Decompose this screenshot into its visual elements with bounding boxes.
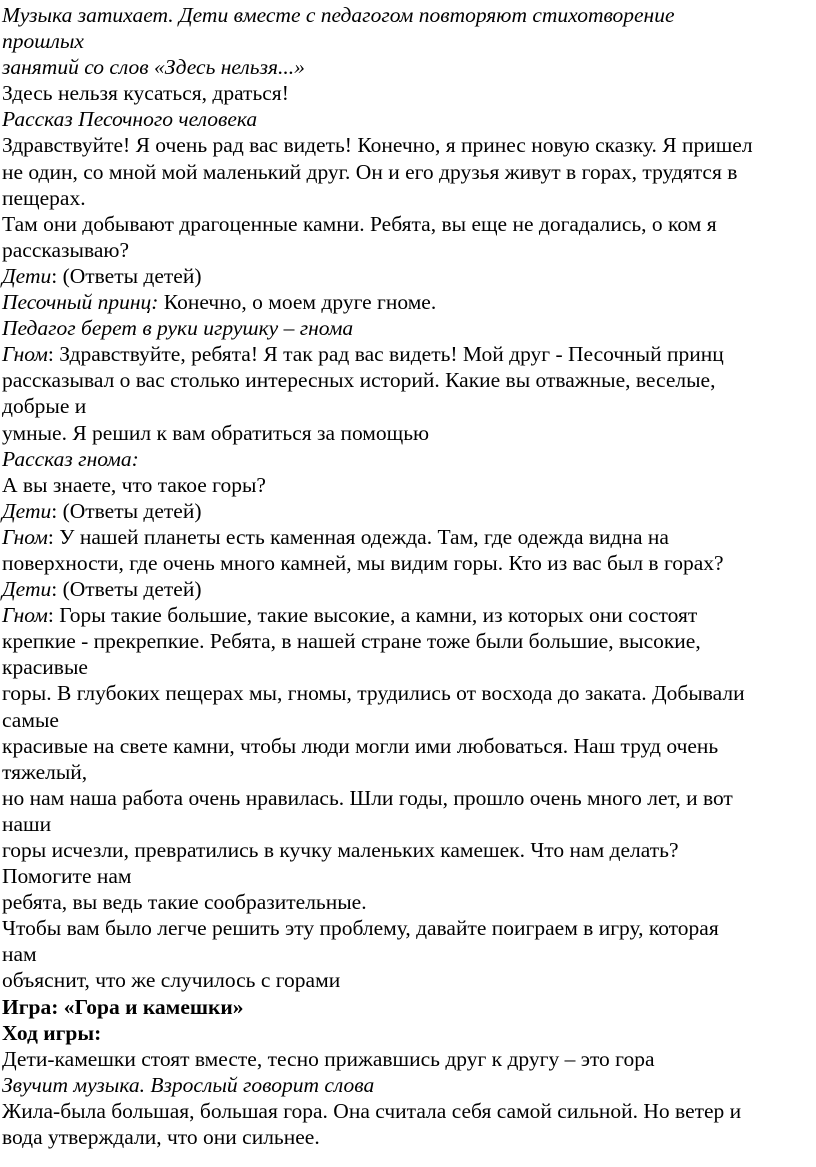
- speaker-label: Гном: [2, 524, 48, 549]
- gnome-greeting-line: умные. Я решил к вам обратиться за помощью: [2, 420, 430, 445]
- gnome-reply-line: нам: [2, 942, 37, 967]
- sandman-heading: Рассказ Песочного человека: [2, 107, 258, 132]
- gnome-reply-line: [2, 524, 812, 550]
- intro-line: Музыка затихает. Дети вместе с педагогом повторяют стихотворение: [2, 3, 675, 27]
- speaker-text: : Здравствуйте, ребята! Я так рад вас видеть! Мой друг - Песочный принц: [47, 342, 724, 367]
- children-answer: [2, 263, 812, 289]
- speaker-text: : Горы такие большие, такие высокие, а камни, из которых они состоят: [47, 603, 698, 628]
- gnome-reply-line: красивые: [2, 655, 88, 680]
- game-title: Игра: «Гора и камешки»: [2, 994, 244, 1019]
- gnome-greeting-line: [2, 341, 812, 367]
- gnome-reply-line: поверхности, где очень много камней, мы видим горы. Кто из вас был в горах?: [2, 550, 724, 575]
- speaker-text: : (Ответы детей): [51, 577, 202, 602]
- children-answer: [2, 498, 812, 524]
- gnome-reply-line: Чтобы вам было легче решить эту проблему, давайте поиграем в игру, которая: [2, 916, 719, 941]
- final-story-line: вода утверждали, что они сильнее.: [2, 1125, 320, 1150]
- music-direction: Звучит музыка. Взрослый говорит слова: [2, 1072, 375, 1097]
- gnome-reply-line: горы. В глубоких пещерах мы, гномы, трудились от восхода до заката. Добывали: [2, 681, 745, 706]
- speaker-label: Дети: [2, 498, 52, 523]
- gnome-reply-line: ребята, вы ведь такие сообразительные.: [2, 890, 367, 915]
- sandman-story-line: Там они добывают драгоценные камни. Ребята, вы еще не догадались, о ком я: [2, 211, 717, 236]
- speaker-text: : (Ответы детей): [51, 498, 202, 523]
- gnome-reply-line: горы исчезли, превратились в кучку маленьких камешек. Что нам делать?: [2, 838, 679, 862]
- sandman-story-line: Здравствуйте! Я очень рад вас видеть! Конечно, я принес новую сказку. Я пришел: [2, 133, 753, 158]
- speaker-label: Гном: [2, 342, 48, 367]
- gnome-reply-line: самые: [2, 707, 59, 732]
- gnome-greeting-line: рассказывал о вас столько интересных историй. Какие вы отважные, веселые,: [2, 368, 716, 393]
- gnome-reply-line: Помогите нам: [2, 864, 132, 889]
- gnome-reply-line: тяжелый,: [2, 759, 88, 784]
- sandman-story-line: рассказываю?: [2, 237, 129, 262]
- prince-reply: [2, 289, 812, 315]
- gnome-reply-line: [2, 602, 812, 628]
- speaker-text: : (Ответы детей): [51, 263, 202, 288]
- speaker-label: Дети: [2, 263, 52, 288]
- gnome-greeting-line: добрые и: [2, 394, 87, 419]
- children-answer: [2, 576, 812, 602]
- gnome-reply-line: объяснит, что же случилось с горами: [2, 968, 341, 993]
- game-course-heading: Ход игры:: [2, 1020, 102, 1045]
- game-description: Дети-камешки стоят вместе, тесно прижавшись друг к другу – это гора: [2, 1046, 655, 1071]
- sandman-story-line: пещерах.: [2, 185, 86, 210]
- intro-line: прошлых: [2, 29, 84, 54]
- poem-line: Здесь нельзя кусаться, драться!: [2, 81, 289, 106]
- gnome-reply-line: красивые на свете камни, чтобы люди могли ими любоваться. Наш труд очень: [2, 733, 719, 758]
- speaker-label: Песочный принц:: [2, 290, 159, 315]
- gnome-story-heading: Рассказ гнома:: [2, 446, 139, 471]
- gnome-reply-line: но нам наша работа очень нравилась. Шли годы, прошло очень много лет, и вот: [2, 785, 733, 810]
- sandman-story-line: не один, со мной мой маленький друг. Он и его друзья живут в горах, трудятся в: [2, 159, 738, 184]
- intro-line: занятий со слов «Здесь нельзя...»: [2, 55, 305, 80]
- speaker-text: : У нашей планеты есть каменная одежда. Там, где одежда видна на: [47, 524, 669, 549]
- speaker-text: Конечно, о моем друге гноме.: [158, 290, 437, 315]
- stage-direction: Педагог берет в руки игрушку – гнома: [2, 316, 354, 341]
- final-story-line: Жила-была большая, большая гора. Она считала себя самой сильной. Но ветер и: [2, 1098, 742, 1123]
- speaker-label: Дети: [2, 577, 52, 602]
- gnome-reply-line: крепкие - прекрепкие. Ребята, в нашей стране тоже были большие, высокие,: [2, 629, 701, 654]
- speaker-label: Гном: [2, 603, 48, 628]
- gnome-reply-line: наши: [2, 811, 52, 836]
- mountains-question: А вы знаете, что такое горы?: [2, 472, 266, 497]
